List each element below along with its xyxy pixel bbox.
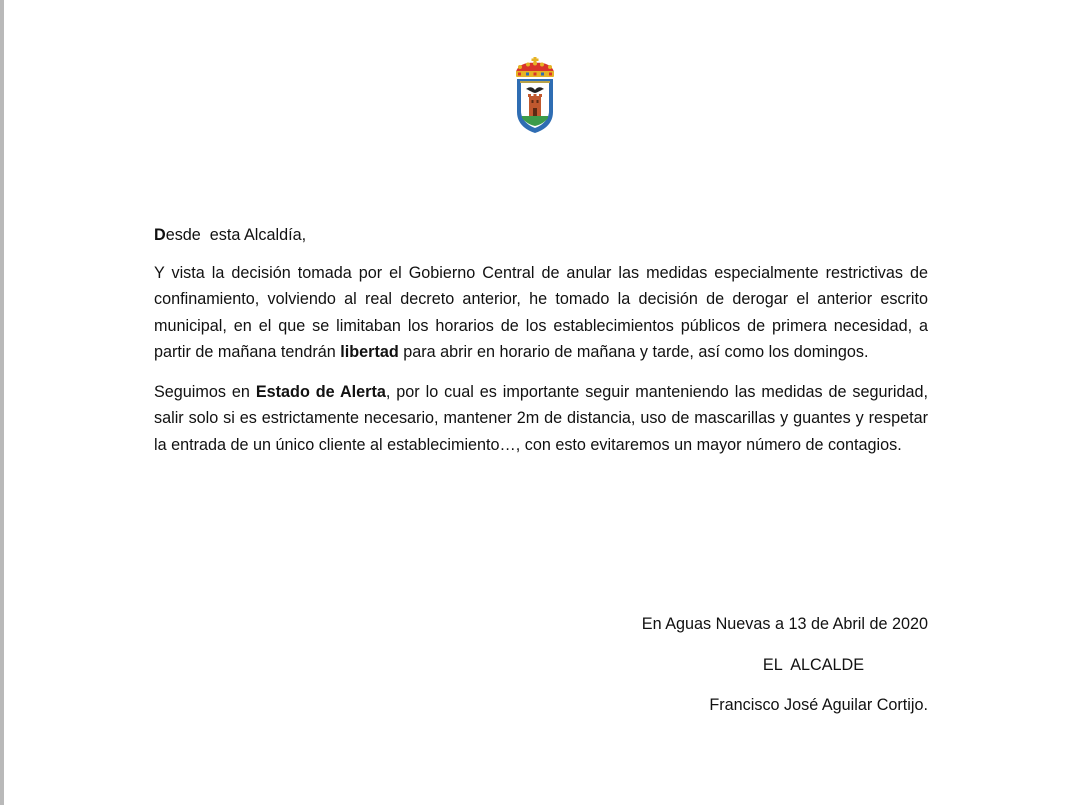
signature-name: Francisco José Aguilar Cortijo.: [709, 696, 928, 714]
signature-place-date: En Aguas Nuevas a 13 de Abril de 2020: [641, 615, 928, 633]
crown-icon: [516, 57, 554, 77]
paragraph-alert-text-start: Seguimos en: [154, 382, 256, 401]
letter-body: [154, 222, 928, 471]
paragraph-alert-text-end: , por lo cual es importante seguir manteniendo las medidas de seguridad, salir solo si es estrictamente necesario, mantener 2m de distancia, uso de mascarillas y guantes y respetar la entrada de un único cliente al establecimiento…, con esto evitaremos un mayor número de contagios.: [154, 382, 929, 454]
paragraph-decision-text-end: para abrir en horario de mañana y tarde, así como los domingos.: [398, 343, 869, 361]
shield-icon: [517, 79, 553, 133]
paragraph-decision-bold: libertad: [340, 343, 399, 361]
paragraph-alert-bold: Estado de Alerta: [255, 382, 386, 401]
page-left-edge: [0, 0, 4, 805]
paragraph-alert: [154, 379, 928, 459]
greeting: [154, 222, 928, 249]
coat-of-arms-icon: [512, 56, 558, 136]
paragraph-decision-text-start: Y vista la decisión tomada por el Gobierno Central de anular las medidas especialmente restrictivas de confinamiento, volviendo al real decreto anterior, he tomado la decisión de derogar el anterior escrito municipal, en el que se limitaban los horarios de los establecimientos públicos de primera necesidad, a partir de mañana tendrán: [154, 263, 928, 361]
greeting-text: esde esta Alcaldía,: [165, 226, 307, 244]
signature-title: EL ALCALDE: [762, 656, 864, 674]
greeting-initial: D: [154, 226, 166, 244]
paragraph-decision: [154, 260, 928, 366]
